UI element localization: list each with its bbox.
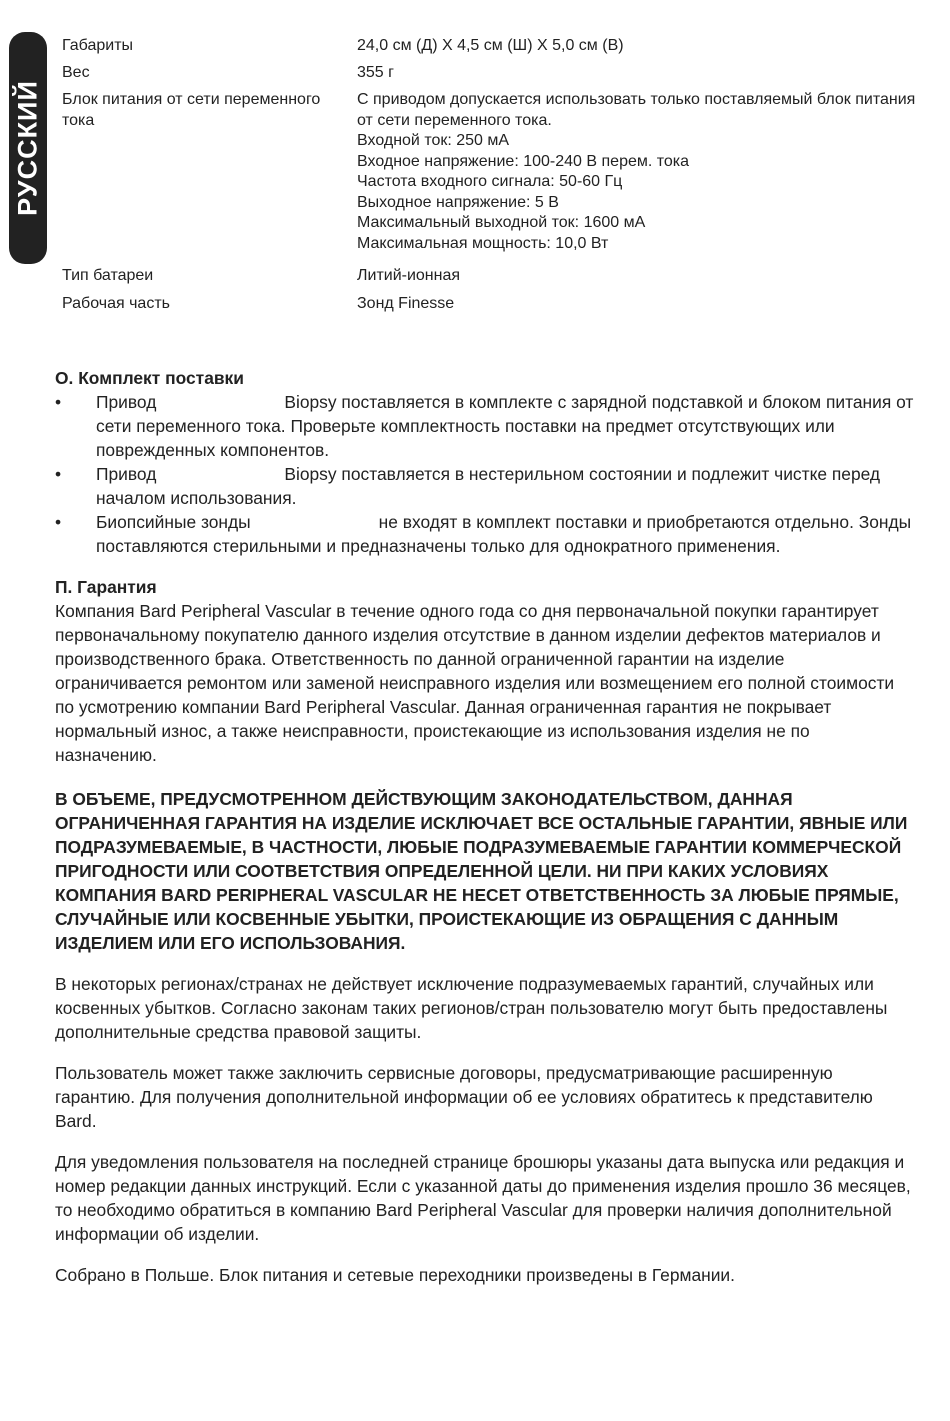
spec-value-line: Выходное напряжение: 5 В bbox=[357, 193, 559, 211]
item-pre: Привод bbox=[96, 392, 157, 412]
list-item bbox=[55, 510, 915, 558]
spec-value-line: Входное напряжение: 100-240 В перем. тока bbox=[357, 152, 690, 170]
list-item bbox=[55, 462, 915, 510]
spec-table bbox=[62, 36, 922, 322]
language-tab bbox=[9, 32, 47, 264]
spec-value-line: Зонд Finesse bbox=[357, 295, 455, 312]
item-post: Biopsy поставляется в комплекте с зарядной подставкой и блоком питания от сети переменного тока. Проверьте комплектность поставки на предмет отсутствующих или поврежденных компонентов. bbox=[96, 392, 914, 460]
section-o-title: О. Комплект поставки bbox=[55, 368, 244, 388]
paragraph: Для уведомления пользователя на последней странице брошюры указаны дата выпуска или редакция и номер редакции данных инструкций. Если с указанной даты до применения изделия прошло 36 месяцев, то необходимо обратиться в компанию Bard Peripheral Vascular для проверки наличия дополнительной информации об изделии. bbox=[55, 1152, 911, 1244]
spec-label: Вес bbox=[62, 64, 90, 81]
spec-row-applied-part bbox=[62, 294, 922, 322]
spec-value-line: Входной ток: 250 мА bbox=[357, 132, 510, 149]
paragraph: Пользователь может также заключить сервисные договоры, предусматривающие расширенную гарантию. Для получения дополнительной информации об ее условиях обратитесь к представителю Bard. bbox=[55, 1063, 873, 1131]
spec-value-line: Частота входного сигнала: 50-60 Гц bbox=[357, 173, 623, 190]
bullet-icon: • bbox=[55, 392, 62, 412]
item-post: Biopsy поставляется в нестерильном состоянии и подлежит чистке перед началом использования. bbox=[96, 464, 881, 508]
bullet-icon: • bbox=[55, 512, 62, 532]
spec-value-line: Максимальный выходной ток: 1600 мА bbox=[357, 214, 646, 231]
spec-value-line: 355 г bbox=[357, 64, 394, 81]
spec-row-power-supply bbox=[62, 90, 922, 266]
item-pre: Биопсийные зонды bbox=[96, 512, 251, 532]
item-pre: Привод bbox=[96, 464, 157, 484]
warranty-paragraph: Компания Bard Peripheral Vascular в течение одного года со дня первоначальной покупки гарантирует первоначальному покупателю данного изделия отсутствие в данном изделии дефектов материалов и производственного брака. Ответственность по данной ограниченной гарантии на изделие ограничивается ремонтом или заменой неисправного изделия или возмещением его полной стоимости по усмотрению компании Bard Peripheral Vascular. Данная ограниченная гарантия не покрывает нормальный износ, а также неисправности, проистекающие из использования изделия не по назначению. bbox=[55, 601, 895, 765]
spec-label: Блок питания от сети переменного тока bbox=[62, 91, 321, 129]
disclaimer-paragraph: В ОБЪЕМЕ, ПРЕДУСМОТРЕННОМ ДЕЙСТВУЮЩИМ ЗАКОНОДАТЕЛЬСТВОМ, ДАННАЯ ОГРАНИЧЕННАЯ ГАРАНТИЯ НА ИЗДЕЛИЕ ИСКЛЮЧАЕТ ВСЕ ОСТАЛЬНЫЕ ГАРАНТИИ, ЯВНЫЕ ИЛИ ПОДРАЗУМЕВАЕМЫЕ, В ЧАСТНОСТИ, ЛЮБЫЕ ПОДРАЗУМЕВАЕМЫЕ ГАРАНТИИ КОММЕРЧЕСКОЙ ПРИГОДНОСТИ ИЛИ СООТВЕТСТВИЯ ОПРЕДЕЛЕННОЙ ЦЕЛИ. НИ ПРИ КАКИХ УСЛОВИЯХ КОМПАНИЯ BARD PERIPHERAL VASCULAR НЕ НЕСЕТ ОТВЕТСТВЕННОСТЬ ЗА ЛЮБЫЕ ПРЯМЫЕ, СЛУЧАЙНЫЕ ИЛИ КОСВЕННЫЕ УБЫТКИ, ПРОИСТЕКАЮЩИЕ ИЗ ОБРАЩЕНИЯ С ДАННЫМ ИЗДЕЛИЕМ ИЛИ ЕГО ИСПОЛЬЗОВАНИЯ. bbox=[55, 789, 908, 953]
spec-value-line: 24,0 см (Д) X 4,5 см (Ш) X 5,0 см (В) bbox=[357, 37, 624, 54]
spec-value-line: Литий-ионная bbox=[357, 267, 461, 284]
spec-label: Рабочая часть bbox=[62, 295, 170, 312]
item-post: не входят в комплект поставки и приобретаются отдельно. Зонды поставляются стерильными и предназначены только для однократного применения. bbox=[96, 512, 912, 556]
main-content bbox=[55, 366, 915, 1287]
bullet-icon: • bbox=[55, 464, 62, 484]
section-o-list bbox=[55, 390, 915, 558]
spec-label: Габариты bbox=[62, 37, 134, 54]
spec-value-line: С приводом допускается использовать только поставляемый блок питания от сети переменного тока. bbox=[357, 91, 916, 129]
spec-row-weight bbox=[62, 63, 922, 90]
spec-value bbox=[357, 294, 922, 322]
list-item bbox=[55, 390, 915, 462]
spec-value bbox=[357, 36, 922, 63]
section-p-title: П. Гарантия bbox=[55, 577, 157, 597]
spec-row-battery bbox=[62, 266, 922, 294]
spec-row-dimensions bbox=[62, 36, 922, 63]
spec-value bbox=[357, 266, 922, 294]
spec-value-line: Максимальная мощность: 10,0 Вт bbox=[357, 234, 609, 252]
spec-label: Тип батареи bbox=[62, 267, 154, 284]
paragraph: Собрано в Польше. Блок питания и сетевые переходники произведены в Германии. bbox=[55, 1265, 735, 1285]
paragraph: В некоторых регионах/странах не действует исключение подразумеваемых гарантий, случайных или косвенных убытков. Согласно законам таких регионов/стран пользователю могут быть предоставлены дополнительные средства правовой защиты. bbox=[55, 974, 888, 1042]
language-tab-label: РУССКИЙ bbox=[12, 80, 43, 216]
spec-value bbox=[357, 90, 922, 266]
spec-value bbox=[357, 63, 922, 90]
